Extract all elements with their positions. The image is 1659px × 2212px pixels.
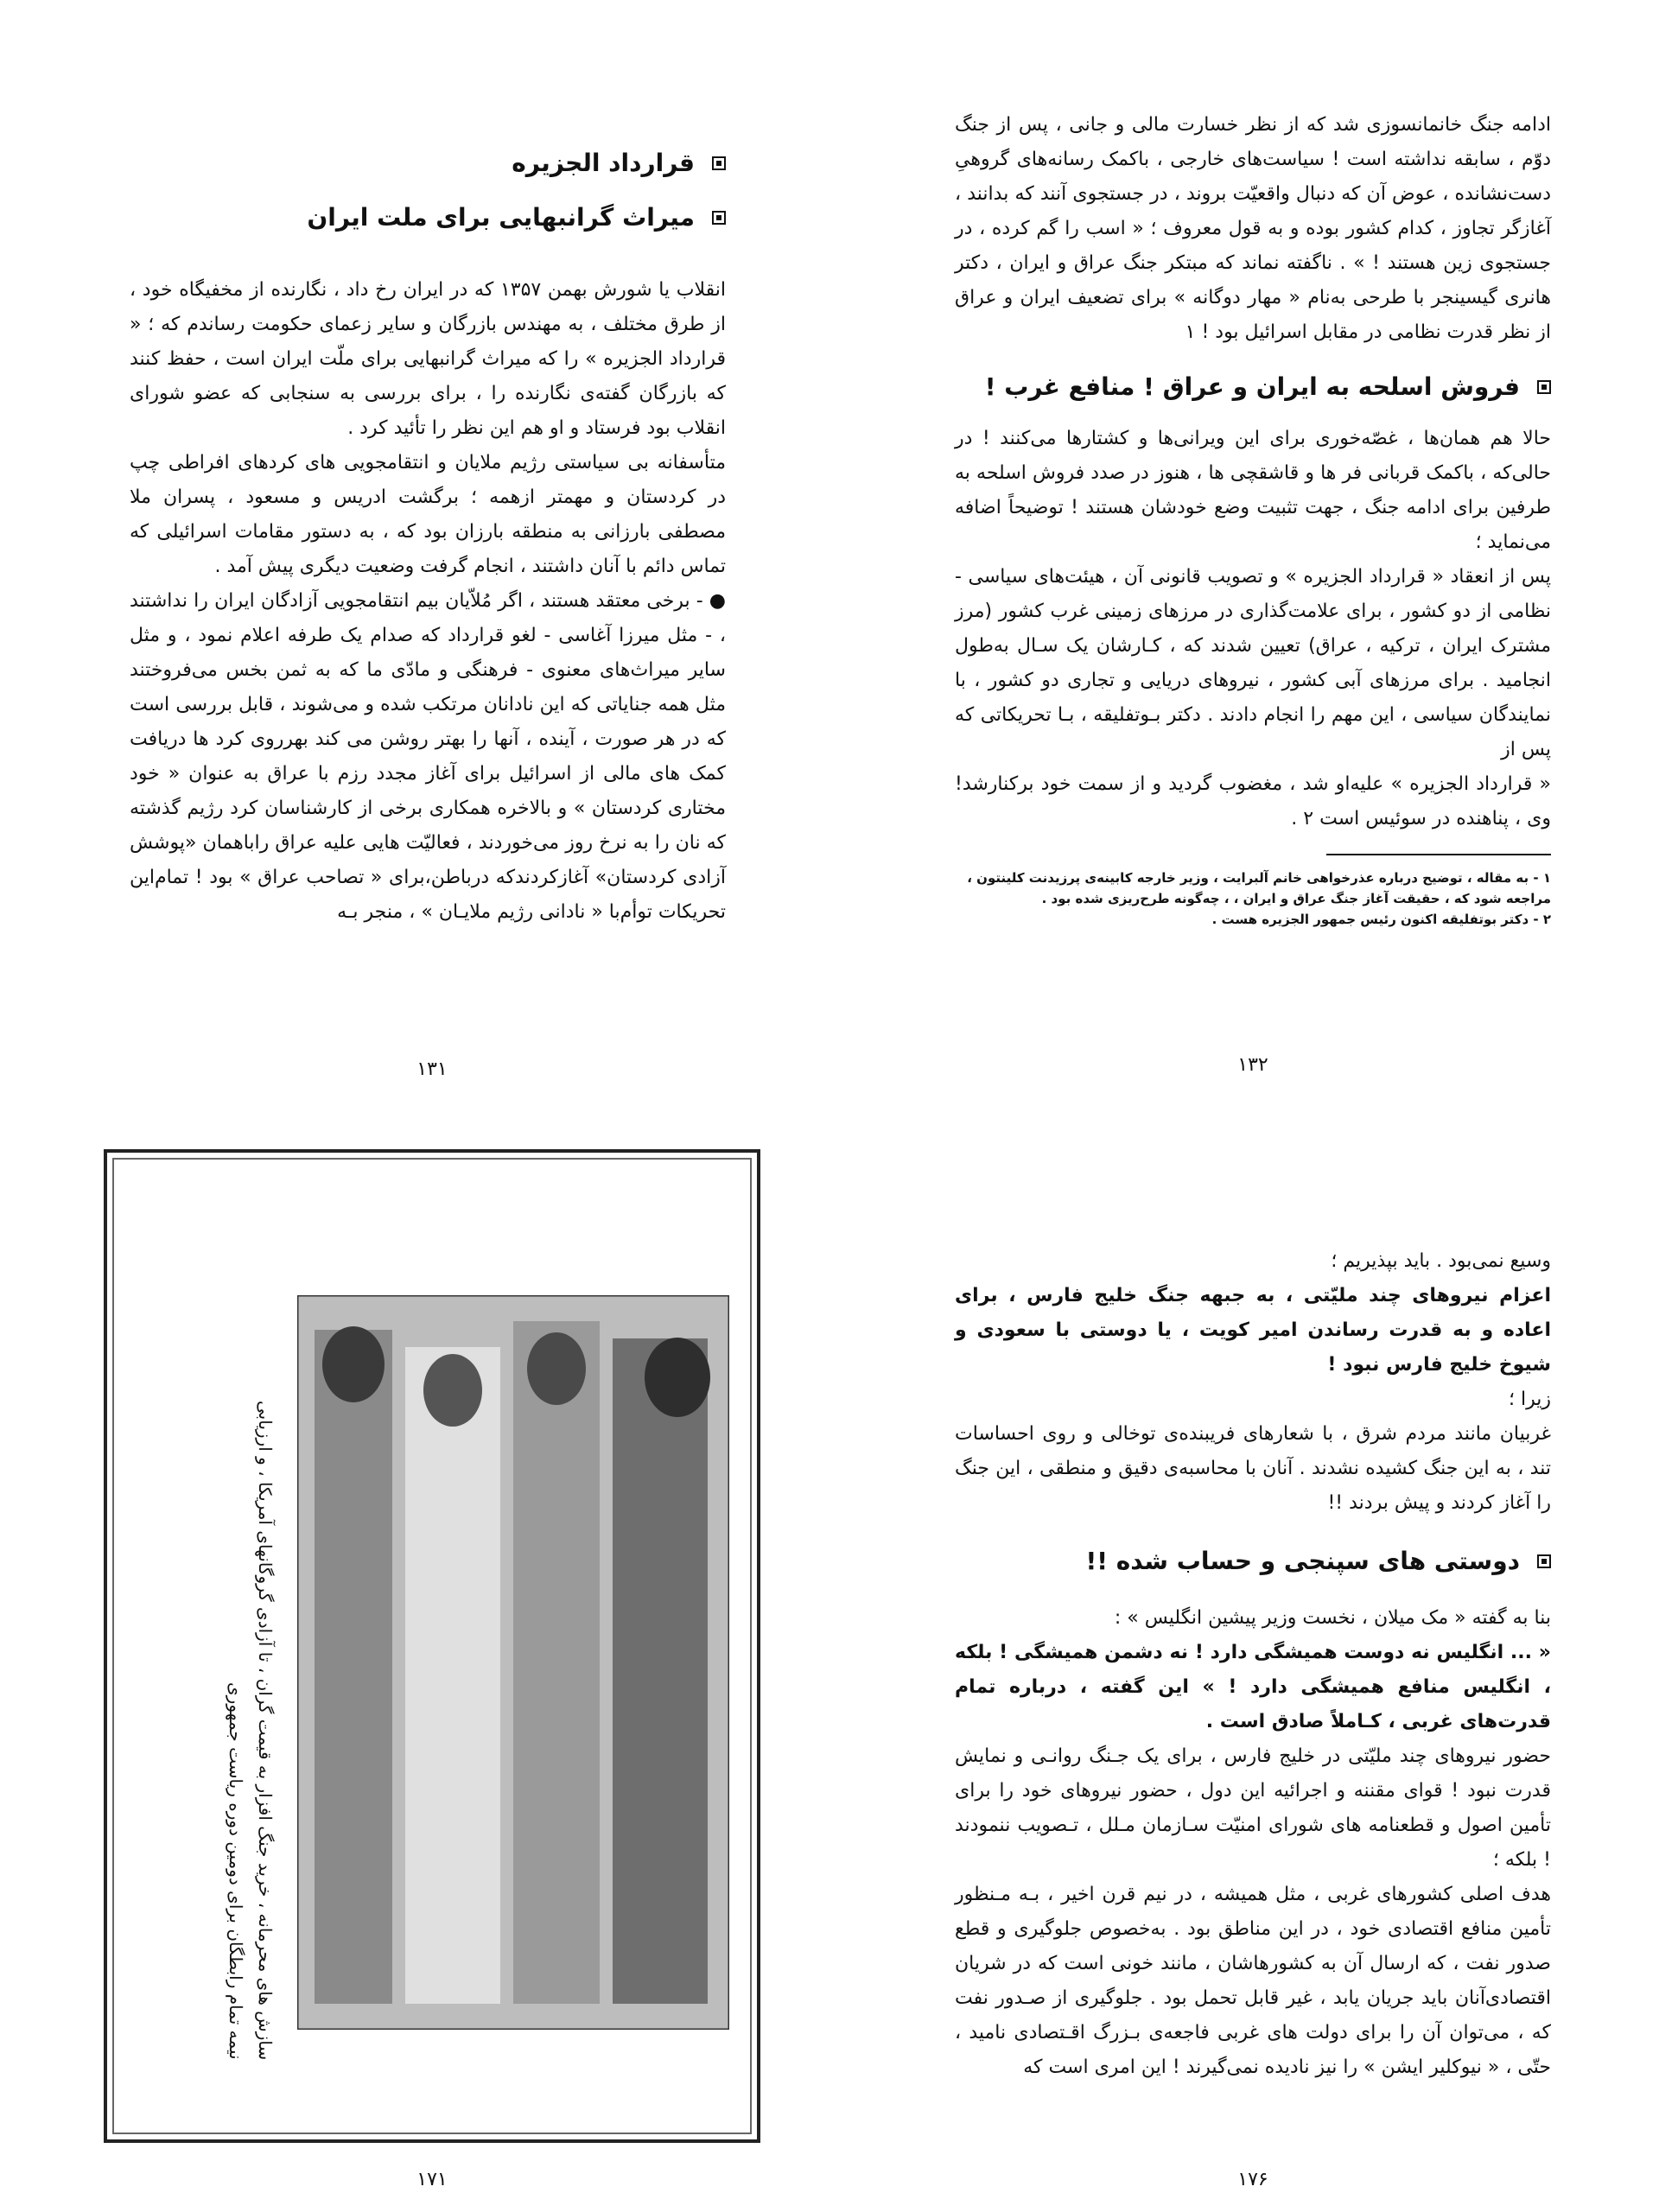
paragraph: انقلاب یا شورش بهمن ۱۳۵۷ که در ایران رخ داد ، نگارنده از مخفیگاه خود ، از طرق مختلف ، به مهندس بازرگان و سایر زعمای حکومت رساندم که ؛ « قرارداد الجزیره » را که میراث گرانبهایی برای ملّت ایران است ، حفظ کنند که بازرگان گفته‌ی نگارنده را ، برای بررسی به سنجابی که عضو شورای انقلاب بود فرستاد و او هم این نظر را تأئید کرد . bbox=[130, 279, 726, 439]
photo-frame bbox=[104, 1149, 760, 2143]
heading-text: فروش اسلحه به ایران و عراق ! منافع غرب ! bbox=[984, 372, 1520, 401]
page-number: ۱۳۱ bbox=[416, 1058, 448, 1080]
paragraph: زیرا ؛ bbox=[1509, 1389, 1551, 1410]
caption-line: نیمه تمام رابطگان برای دومین دوره ریاست جمهوری bbox=[226, 1682, 246, 2060]
group-photo-image bbox=[297, 1295, 729, 2030]
caption-line: سازش های محرمانه ، خرید جنگ افزار به قیمت گران ، تا آزادی گروگانهای آمریکا ، و ارزیابی bbox=[255, 1400, 276, 2060]
body-text bbox=[955, 422, 1551, 836]
paragraph: « ... انگلیس نه دوست همیشگی دارد ! نه دشمن همیشگی ! بلکه ، انگلیس منافع همیشگی دارد ! » این گفته ، درباره تمام قدرت‌های غربی ، کـاملاً صادق است . bbox=[955, 1642, 1551, 1732]
section-heading bbox=[955, 372, 1551, 401]
square-bullet-icon bbox=[1537, 1554, 1551, 1568]
paragraph: غربیان مانند مردم شرق ، با شعارهای فریبنده‌ی توخالی و روی احساسات تند ، به این جنگ کشیده نشدند . آنان با محاسبه‌ی دقیق و منطقی ، این جنگ را آغاز کردند و پیش بردند !! bbox=[955, 1423, 1551, 1514]
page-132 bbox=[955, 108, 1551, 930]
heading-text: میراث گرانبهایی برای ملت ایران bbox=[307, 203, 695, 232]
footnotes bbox=[955, 868, 1551, 930]
group-photo bbox=[297, 1295, 729, 2030]
paragraph: بنا به گفته « مک میلان ، نخست وزیر پیشین انگلیس » : bbox=[1114, 1607, 1551, 1629]
square-bullet-icon bbox=[712, 211, 726, 225]
paragraph: هدف اصلی کشورهای غربی ، مثل همیشه ، در نیم قرن اخیر ، بـه مـنظور تأمین منافع اقتصادی خود ، در این مناطق بود . به‌خصوص جلوگیری و قطع صدور نفت ، که ارسال آن به کشورهاشان ، مانند خونی است که در شریان اقتصادی‌آنان باید جریان یابد ، غیر قابل تحمل بود . جلوگیری از صـدور نفت که ، می‌توان آن را برای دولت های غربی فاجعه‌ی بـزرگ اقـتصادی نامید ، حتّی ، « نیوکلیر ایشن » را نیز نادیده نمی‌گیرند ! این امری است که bbox=[955, 1884, 1551, 2078]
photo-caption bbox=[159, 1282, 280, 2060]
page-176 bbox=[955, 1244, 1551, 2085]
page-number: ۱۳۲ bbox=[1237, 1054, 1268, 1076]
body-text bbox=[130, 273, 726, 930]
paragraph: وسیع نمی‌بود . باید بپذیریم ؛ bbox=[1331, 1250, 1551, 1272]
footnote-divider bbox=[1326, 854, 1551, 855]
page-131 bbox=[130, 130, 726, 930]
section-heading bbox=[130, 203, 726, 232]
paragraph: اعزام نیروهای چند ملیّتی ، به جبهه جنگ خلیج فارس ، برای اعاده و به قدرت رساندن امیر کویت ، یا دوستی با سعودی و شیوخ خلیج فارس نبود ! bbox=[955, 1285, 1551, 1376]
paragraph: متأسفانه بی سیاستی رژیم ملایان و انتقامجویی های کردهای افراطی چپ در کردستان و مهمتر ازهمه ؛ برگشت ادریس و مسعود ، پسران ملا مصطفی بارزانی به منطقه بارزان بود که ، به دستور مقامات اسرائیلی که تماس دائم با آنان داشتند ، انجام گرفت وضعیت دیگری پیش آمد . bbox=[130, 452, 726, 577]
section-heading bbox=[955, 1547, 1551, 1575]
paragraph: حالا هم همان‌ها ، غصّه‌خوری برای این ویرانی‌ها و کشتارها می‌کنند ! در حالی‌که ، باکمک قربانی فر ها و قاشقچی ها ، هنوز در صدد فروش اسلحه به طرفین برای ادامه جنگ ، جهت تثبیت وضع خودشان هستند ! توضیحاً اضافه می‌نماید ؛ bbox=[955, 428, 1551, 553]
footnote: ۲ - دکتر بوتفلیقه اکنون رئیس جمهور الجزیره هست . bbox=[1211, 912, 1551, 927]
page-number: ۱۷۶ bbox=[1237, 2169, 1268, 2190]
heading-text: قرارداد الجزیره bbox=[512, 149, 695, 177]
section-heading bbox=[130, 149, 726, 177]
body-text bbox=[955, 1244, 1551, 1521]
paragraph: حضور نیروهای چند ملیّتی در خلیج فارس ، برای یک جـنگ روانـی و نمایش قدرت نبود ! قوای مقننه و اجرائیه این دول ، حضور نیروهای خود را برای تأمین اصول و قطعنامه های شورای امنیّت سـازمان مـلل ، تـصویب ننمودند ! بلکه ؛ bbox=[955, 1745, 1551, 1871]
paragraph: ● - برخی معتقد هستند ، اگر مُلاّیان بیم انتقامجویی آزادگان ایران را نداشتند ، - مثل میرزا آغاسی - لغو قرارداد که صدام یک طرفه اعلام نمود ، و مثل سایر میراث‌های معنوی - فرهنگی و مادّی ما که به ثمن بخس می‌فروختند مثل همه جنایاتی که این نادانان مرتکب شده و می‌شوند ، قابل بررسی است که در هر صورت ، آینده ، آنها را بهتر روشن می کند بهرروی کرد ها دریافت کمک های مالی از اسرائیل برای آغاز مجدد رزم با عراق به عنوان « خود مختاری کردستان » و بالاخره همکاری برخی از کارشناسان کرد رژیم گذشته که نان را به نرخ روز می‌خوردند ، فعالیّت هایی علیه عراق راباهمان «پوشش آزادی کردستان» آغازکردندکه درباطن،برای « تصاحب عراق » بود ! تمام‌این تحریکات توأم‌با « نادانی رژیم ملایـان » ، منجر بـه bbox=[130, 590, 726, 923]
heading-text: دوستی های سپنجی و حساب شده !! bbox=[1085, 1547, 1520, 1575]
square-bullet-icon bbox=[1537, 380, 1551, 394]
body-text bbox=[955, 108, 1551, 350]
square-bullet-icon bbox=[712, 156, 726, 170]
page-number: ۱۷۱ bbox=[416, 2169, 448, 2190]
paragraph: « قرارداد الجزیره » علیه‌او شد ، مغضوب گردید و از سمت خود برکنارشد! وی ، پناهنده در سوئیس است ۲ . bbox=[955, 773, 1551, 830]
body-text bbox=[955, 1601, 1551, 2085]
paragraph: ادامه جنگ خانمانسوزی شد که از نظر خسارت مالی و جانی ، پس از جنگ دوّم ، سابقه نداشته است ! سیاست‌های خارجی ، باکمک رسانه‌های گروهیِ دست‌نشانده ، عوض آن که دنبال واقعیّت بروند ، در جستجوی آنند که بدانند ، آغازگر تجاوز ، کدام کشور بوده و به قول معروف ؛ « اسب را گم کرده ، در جستجوی زین هستند ! » . ناگفته نماند که مبتکر جنگ عراق و ایران ، دکتر هانری گیسینجر با طرحی به‌نام « مهار دوگانه » برای تضعیف ایران و عراق از نظر قدرت نظامی در مقابل اسرائیل بود ! ۱ bbox=[955, 114, 1551, 343]
paragraph: پس از انعقاد « قرارداد الجزیره » و تصویب قانونی آن ، هیئت‌های سیاسی - نظامی از دو کشور ، برای علامت‌گذاری در مرزهای زمینی غرب کشور (مرز مشترک ایران ، ترکیه ، عراق) تعیین شدند که ، کـارشان یک سـال به‌طول انجامید . برای مرزهای آبی کشور ، نیروهای دریایی و تجاری دو کشور ، با نمایندگان سیاسی ، این مهم را انجام دادند . دکتر بـوتفلیقه ، بـا تحریکاتی که پس از bbox=[955, 566, 1551, 760]
footnote: ۱ - به مقاله ، توضیح درباره عذرخواهی خانم آلبرایت ، وزیر خارجه کابینه‌ی پرزیدنت کلینتون ، مراجعه شود که ، حقیقت آغاز جنگ عراق و ایران ، ، چه‌گونه طرح‌ریزی شده بود . bbox=[967, 870, 1551, 906]
